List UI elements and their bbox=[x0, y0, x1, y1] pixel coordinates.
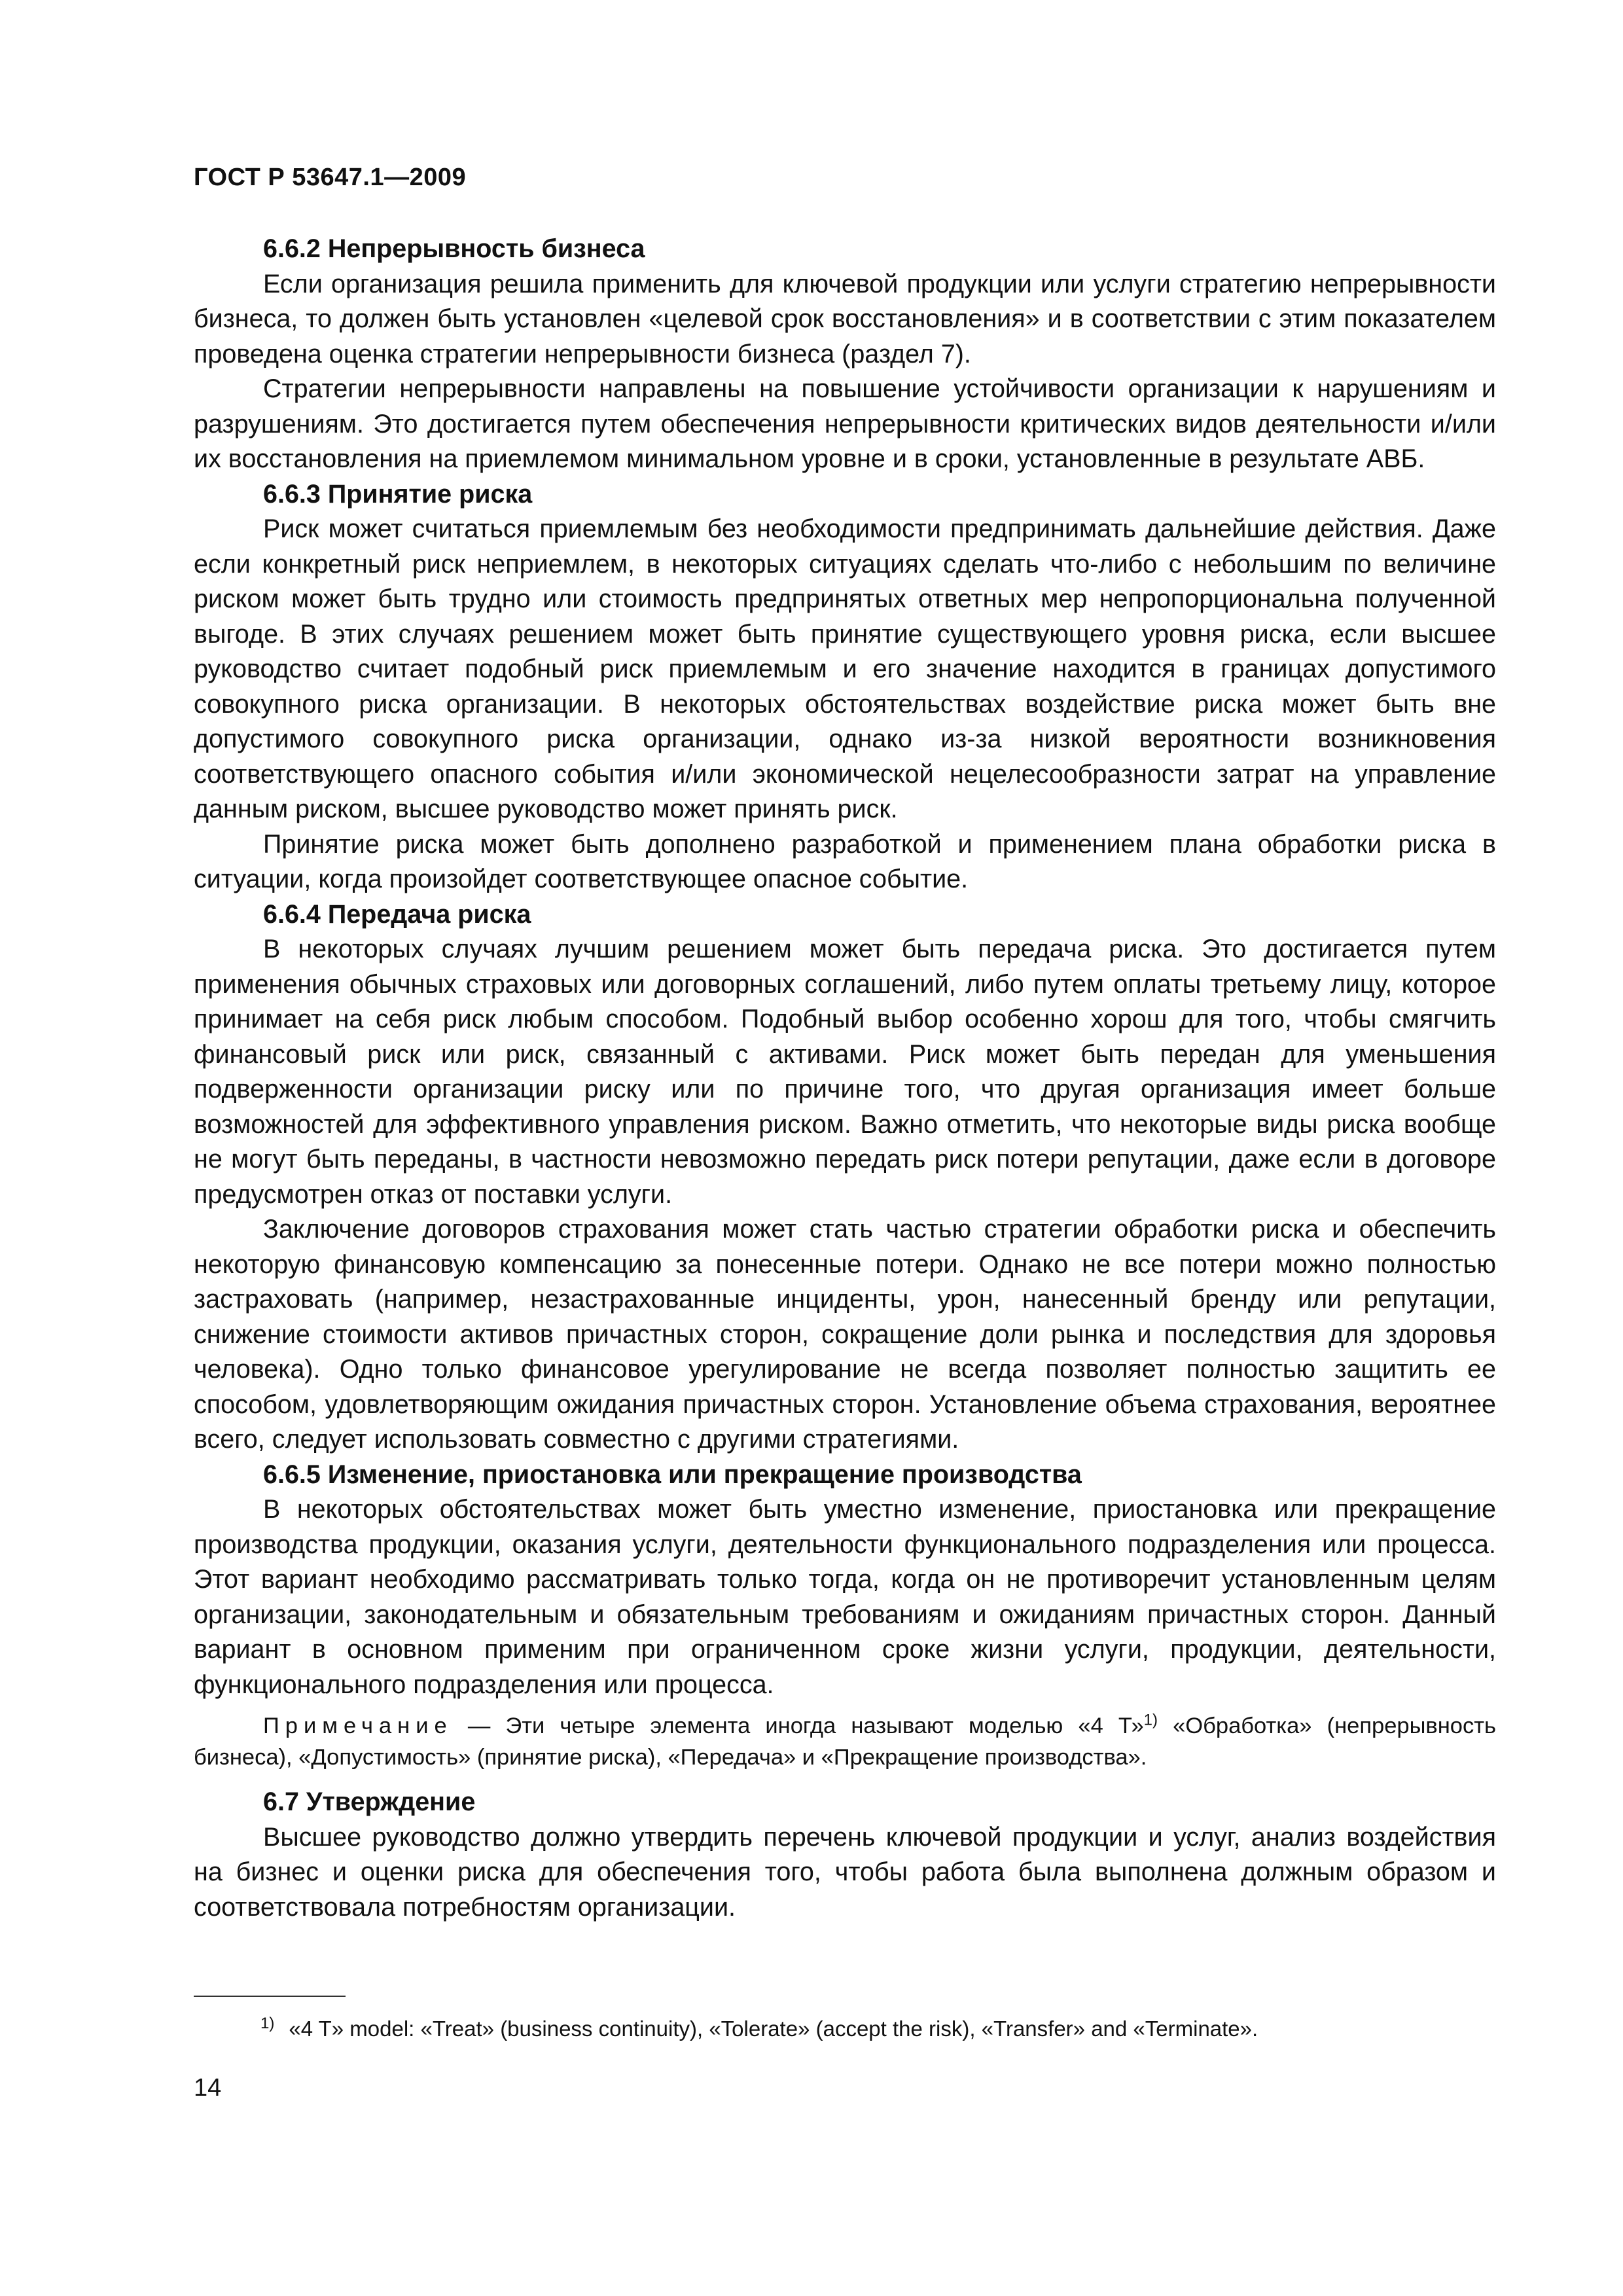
section-heading-6-6-2: 6.6.2 Непрерывность бизнеса bbox=[263, 234, 645, 263]
paragraph: Если организация решила применить для ключевой продукции или услуги стратегию непрерывности бизнеса, то должен быть установлен «целевой срок восстановления» и в соответствии с этим показателем проведена оценка стратегии непрерывности бизнеса (раздел 7). bbox=[194, 269, 1496, 368]
paragraph: Принятие риска может быть дополнено разработкой и применением плана обработки риска в ситуации, когда произойдет соответствующее опасное событие. bbox=[194, 829, 1496, 893]
footnote-marker: 1) bbox=[260, 2015, 275, 2032]
note-footnote-ref[interactable]: 1) bbox=[1143, 1711, 1158, 1729]
section-heading-6-6-5: 6.6.5 Изменение, приостановка или прекращение производства bbox=[263, 1460, 1082, 1489]
footnote bbox=[260, 2015, 1258, 2043]
note-text-after: «Обработка» (непрерывность бизнеса), «Допустимость» (принятие риска), «Передача» и «Прекращение производства». bbox=[194, 1713, 1496, 1770]
paragraph: Стратегии непрерывности направлены на повышение устойчивости организации к нарушениям и разрушениям. Это достигается путем обеспечения непрерывности критических видов деятельности и/или их восстановления на приемлемом минимальном уровне и в сроки, установленные в результате АВБ. bbox=[194, 374, 1496, 473]
document-body bbox=[194, 232, 1496, 1925]
note-label: Примечание bbox=[263, 1713, 453, 1738]
section-heading-6-7: 6.7 Утверждение bbox=[263, 1787, 476, 1816]
note bbox=[194, 1710, 1496, 1773]
footnote-text: «4 T» model: «Treat» (business continuity), «Tolerate» (accept the risk), «Transfer» and «Terminate». bbox=[289, 2017, 1258, 2041]
paragraph: В некоторых случаях лучшим решением может быть передача риска. Это достигается путем применения обычных страховых или договорных соглашений, либо путем оплаты третьему лицу, которое принимает на себя риск любым способом. Подобный выбор особенно хорош для того, чтобы смягчить финансовый риск или риск, связанный с активами. Риск может быть передан для уменьшения подверженности организации риску или по причине того, что другая организация имеет больше возможностей для эффективного управления риском. Важно отметить, что некоторые виды риска вообще не могут быть переданы, в частности невозможно передать риск потери репутации, даже если в договоре предусмотрен отказ от поставки услуги. bbox=[194, 935, 1496, 1209]
footnote-divider bbox=[194, 1996, 346, 1997]
section-heading-6-6-4: 6.6.4 Передача риска bbox=[263, 899, 531, 929]
page-number: 14 bbox=[194, 2074, 222, 2102]
document-code-header: ГОСТ Р 53647.1—2009 bbox=[194, 164, 467, 191]
paragraph: Заключение договоров страхования может стать частью стратегии обработки риска и обеспечить некоторую финансовую компенсацию за понесенные потери. Однако не все потери можно полностью застраховать (например, незастрахованные инциденты, урон, нанесенный бренду или репутации, снижение стоимости активов причастных сторон, сокращение доли рынка и последствия для здоровья человека). Одно только финансовое урегулирование не всегда позволяет полностью защитить ее способом, удовлетворяющим ожидания причастных сторон. Установление объема страхования, вероятнее всего, следует использовать совместно с другими стратегиями. bbox=[194, 1215, 1496, 1454]
section-heading-6-6-3: 6.6.3 Принятие риска bbox=[263, 479, 533, 509]
note-text-before: — Эти четыре элемента иногда называют моделью «4 Т» bbox=[452, 1713, 1144, 1738]
paragraph: Высшее руководство должно утвердить перечень ключевой продукции и услуг, анализ воздействия на бизнес и оценки риска для обеспечения того, чтобы работа была выполнена должным образом и соответствовала потребностям организации. bbox=[194, 1822, 1496, 1922]
paragraph: В некоторых обстоятельствах может быть уместно изменение, приостановка или прекращение производства продукции, оказания услуги, деятельности функционального подразделения или процесса. Этот вариант необходимо рассматривать только тогда, когда он не противоречит установленным целям организации, законодательным и обязательным требованиям и ожиданиям причастных сторон. Данный вариант в основном применим при ограниченном сроке жизни услуги, продукции, деятельности, функционального подразделения или процесса. bbox=[194, 1495, 1496, 1699]
paragraph: Риск может считаться приемлемым без необходимости предпринимать дальнейшие действия. Даже если конкретный риск неприемлем, в некоторых ситуациях сделать что-либо с небольшим по величине риском может быть трудно или стоимость предпринятых ответных мер непропорциональна полученной выгоде. В этих случаях решением может быть принятие существующего уровня риска, если высшее руководство считает подобный риск приемлемым и его значение находится в границах допустимого совокупного риска организации. В некоторых обстоятельствах воздействие риска может быть вне допустимого совокупного риска организации, однако из-за низкой вероятности возникновения соответствующего опасного события и/или экономической нецелесообразности затрат на управление данным риском, высшее руководство может принять риск. bbox=[194, 514, 1496, 823]
